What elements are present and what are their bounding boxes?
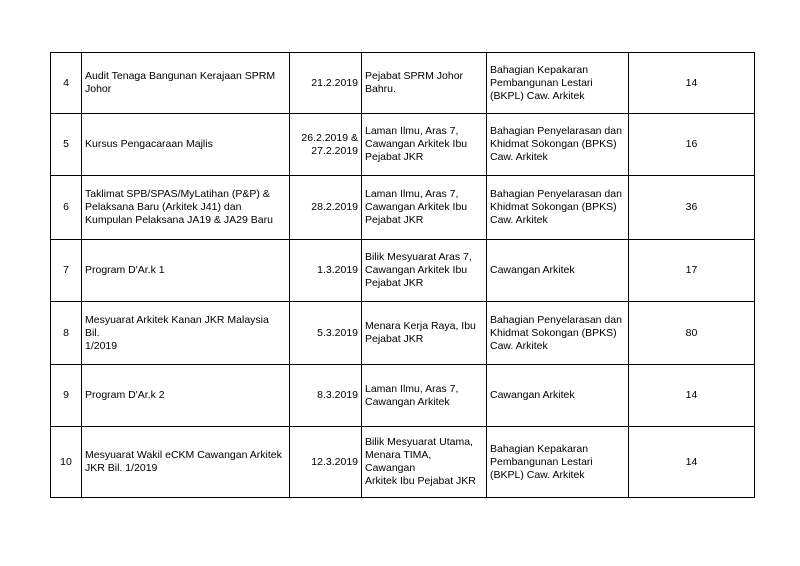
- program-date-line: 28.2.2019: [311, 201, 358, 213]
- table-row: [51, 302, 755, 365]
- program-title-line: Mesyuarat Wakil eCKM Cawangan Arkitek: [85, 449, 282, 461]
- table-row: [51, 176, 755, 240]
- participant-count: 14: [629, 53, 755, 114]
- program-organizer: [487, 114, 629, 176]
- program-date-line: 12.3.2019: [311, 455, 358, 468]
- program-date: [290, 176, 362, 240]
- table-row: [51, 114, 755, 176]
- program-organizer-line: Caw. Arkitek: [490, 339, 548, 352]
- program-date: [290, 427, 362, 498]
- row-number: 4: [51, 53, 82, 114]
- program-date: [290, 365, 362, 427]
- program-venue-line: Pejabat JKR: [365, 277, 424, 289]
- program-venue-line: Laman Ilmu, Aras 7,: [365, 125, 459, 137]
- participant-count: 36: [629, 176, 755, 240]
- program-date-line: 27.2.2019: [311, 144, 358, 157]
- program-title-line: Johor: [85, 83, 112, 95]
- program-title-line: Program D'Ar.k 1: [85, 264, 165, 276]
- program-venue-line: Cawangan Arkitek Ibu: [365, 138, 468, 150]
- program-organizer: [487, 53, 629, 114]
- row-number: 10: [51, 427, 82, 498]
- program-title-line: Mesyuarat Arkitek Kanan JKR Malaysia Bil.: [85, 313, 269, 339]
- program-title: [82, 114, 290, 176]
- program-organizer-line: Caw. Arkitek: [490, 214, 548, 226]
- program-venue: [362, 53, 487, 114]
- program-date-line: 1.3.2019: [317, 264, 358, 276]
- program-venue-line: Bilik Mesyuarat Utama,: [365, 436, 473, 448]
- program-title: [82, 365, 290, 427]
- program-organizer-line: Khidmat Sokongan (BPKS): [490, 326, 617, 339]
- program-title: [82, 240, 290, 302]
- program-venue-line: Menara TIMA, Cawangan: [365, 449, 432, 474]
- program-organizer-line: Cawangan Arkitek: [490, 389, 575, 401]
- program-title-line: Kursus Pengacaraan Majlis: [85, 138, 213, 150]
- participant-count: 14: [629, 365, 755, 427]
- program-title-line: JKR Bil. 1/2019: [85, 462, 158, 474]
- program-date: [290, 114, 362, 176]
- row-number: 5: [51, 114, 82, 176]
- program-venue-line: Cawangan Arkitek Ibu: [365, 201, 468, 213]
- program-title: [82, 53, 290, 114]
- row-number: 7: [51, 240, 82, 302]
- program-venue-line: Laman Ilmu, Aras 7,: [365, 382, 459, 395]
- program-organizer-line: Bahagian Penyelarasan dan: [490, 125, 622, 137]
- program-venue-line: Arkitek Ibu Pejabat JKR: [365, 475, 476, 487]
- participant-count: 16: [629, 114, 755, 176]
- program-organizer-line: Khidmat Sokongan (BPKS): [490, 201, 617, 213]
- program-title-line: Kumpulan Pelaksana JA19 & JA29 Baru: [85, 214, 273, 226]
- program-organizer-line: (BKPL) Caw. Arkitek: [490, 468, 585, 481]
- participant-count: 14: [629, 427, 755, 498]
- program-title-line: 1/2019: [85, 339, 118, 352]
- program-date-line: 26.2.2019 &: [301, 131, 358, 144]
- program-venue-line: Menara Kerja Raya, Ibu: [365, 320, 476, 332]
- program-organizer-line: (BKPL) Caw. Arkitek: [490, 89, 585, 102]
- program-date: [290, 53, 362, 114]
- program-venue-line: Pejabat JKR: [365, 333, 424, 345]
- program-organizer: [487, 427, 629, 498]
- program-venue-line: Pejabat JKR: [365, 151, 424, 163]
- program-organizer-line: Bahagian Penyelarasan dan: [490, 188, 622, 200]
- row-number: 8: [51, 302, 82, 365]
- program-organizer: [487, 176, 629, 240]
- program-organizer-line: Bahagian Kepakaran: [490, 442, 589, 455]
- program-venue: [362, 427, 487, 498]
- program-venue-line: Pejabat JKR: [365, 214, 424, 226]
- program-venue-line: Cawangan Arkitek Ibu: [365, 264, 468, 276]
- participant-count: 17: [629, 240, 755, 302]
- program-date: [290, 302, 362, 365]
- program-venue: [362, 302, 487, 365]
- program-organizer-line: Pembangunan Lestari: [490, 455, 593, 468]
- table-row: [51, 427, 755, 498]
- program-date: [290, 240, 362, 302]
- table-row: [51, 53, 755, 114]
- program-title-line: Pelaksana Baru (Arkitek J41) dan: [85, 201, 242, 213]
- program-date-line: 5.3.2019: [317, 326, 358, 339]
- program-title: [82, 427, 290, 498]
- program-venue: [362, 176, 487, 240]
- participant-count: 80: [629, 302, 755, 365]
- row-number: 9: [51, 365, 82, 427]
- program-venue-line: Pejabat SPRM Johor: [365, 70, 464, 82]
- program-organizer: [487, 240, 629, 302]
- program-venue: [362, 240, 487, 302]
- program-title-line: Taklimat SPB/SPAS/MyLatihan (P&P) &: [85, 188, 270, 200]
- program-venue: [362, 365, 487, 427]
- program-venue-line: Cawangan Arkitek: [365, 395, 450, 408]
- program-organizer-line: Khidmat Sokongan (BPKS): [490, 138, 617, 150]
- program-venue: [362, 114, 487, 176]
- program-organizer: [487, 302, 629, 365]
- program-venue-line: Bahru.: [365, 83, 396, 95]
- program-venue-line: Laman Ilmu, Aras 7,: [365, 188, 459, 200]
- program-title-line: Audit Tenaga Bangunan Kerajaan SPRM: [85, 70, 276, 82]
- program-organizer-line: Bahagian Kepakaran: [490, 63, 589, 76]
- table-row: [51, 365, 755, 427]
- program-date-line: 8.3.2019: [317, 389, 358, 401]
- program-organizer-line: Cawangan Arkitek: [490, 264, 575, 276]
- program-venue-line: Bilik Mesyuarat Aras 7,: [365, 251, 472, 263]
- program-date-line: 21.2.2019: [311, 76, 358, 89]
- program-organizer-line: Bahagian Penyelarasan dan: [490, 313, 622, 326]
- program-title-line: Program D'Ar.k 2: [85, 389, 165, 401]
- table-row: [51, 240, 755, 302]
- program-title: [82, 176, 290, 240]
- activity-table-body: [51, 53, 755, 498]
- program-organizer-line: Caw. Arkitek: [490, 151, 548, 163]
- program-organizer: [487, 365, 629, 427]
- program-organizer-line: Pembangunan Lestari: [490, 76, 593, 89]
- row-number: 6: [51, 176, 82, 240]
- program-title: [82, 302, 290, 365]
- activity-table: [50, 52, 755, 498]
